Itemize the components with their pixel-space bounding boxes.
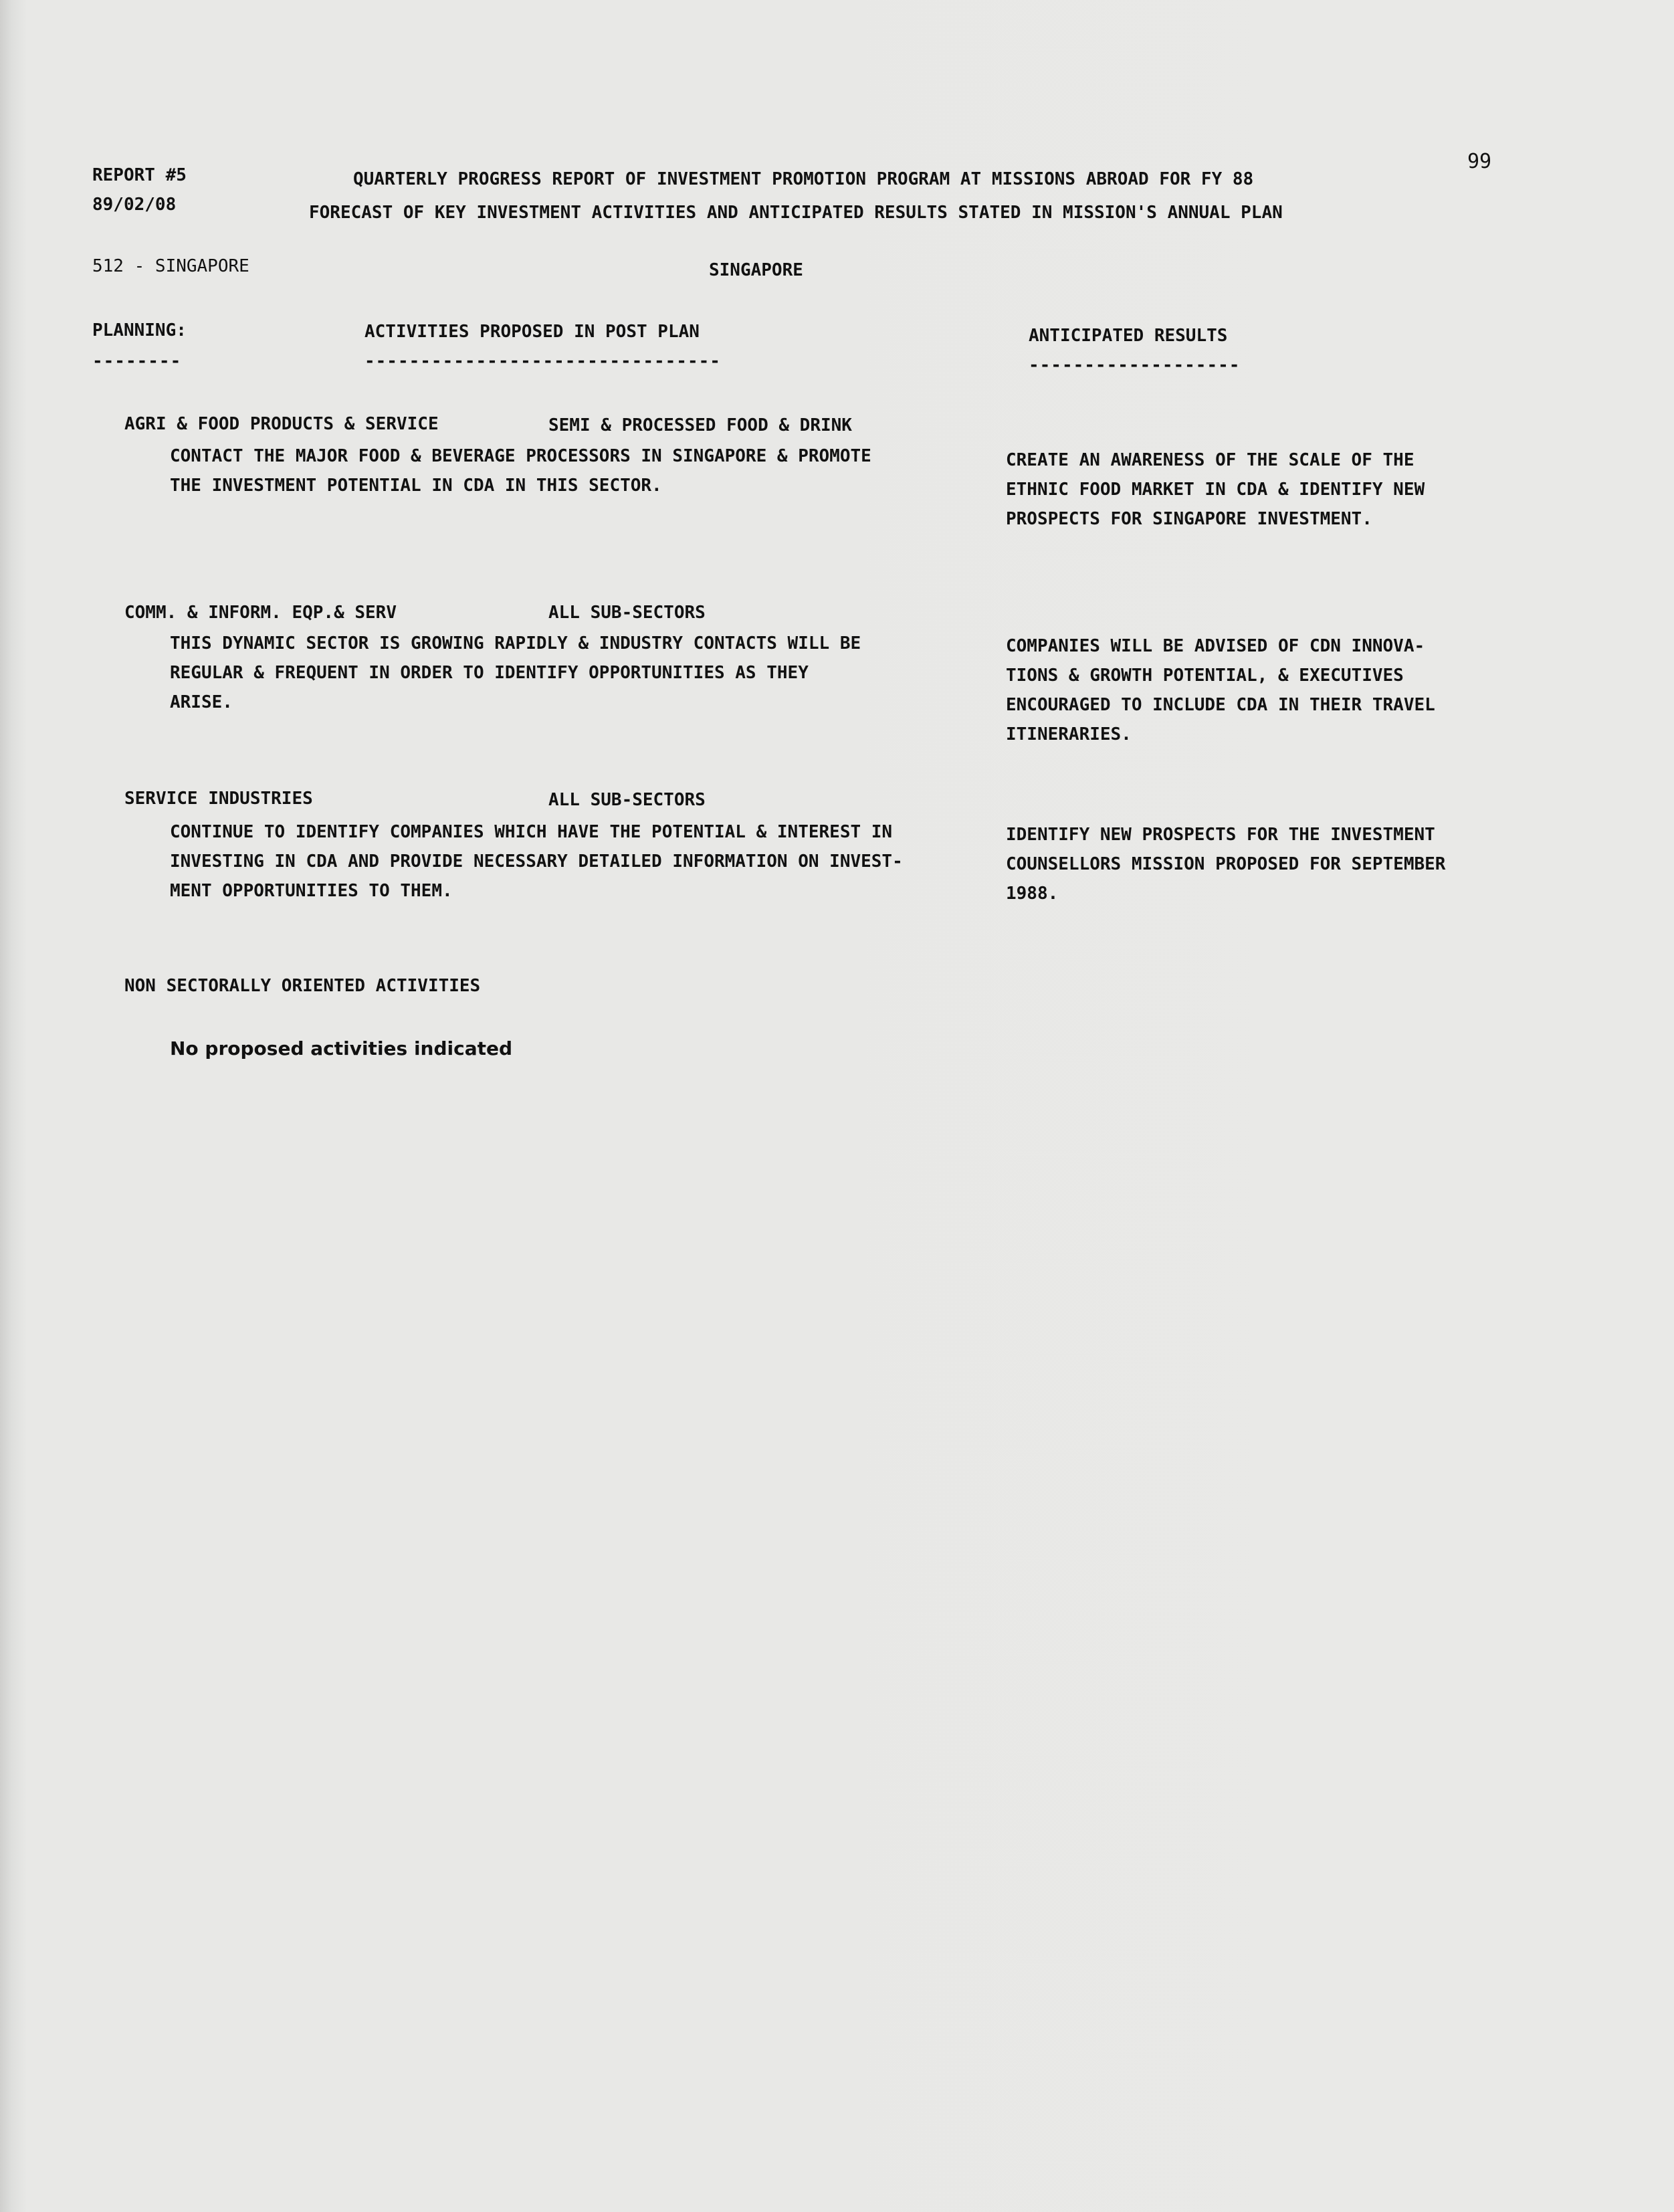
result-text <box>1006 820 1445 908</box>
subsector-name: ALL SUB-SECTORS <box>548 603 706 623</box>
activity-line: CONTINUE TO IDENTIFY COMPANIES WHICH HAVE THE POTENTIAL & INTEREST IN <box>170 822 893 842</box>
planning-heading: PLANNING: <box>92 320 187 340</box>
activity-line: THE INVESTMENT POTENTIAL IN CDA IN THIS SECTOR. <box>170 476 662 496</box>
no-activities-note: No proposed activities indicated <box>170 1037 513 1060</box>
activity-line: REGULAR & FREQUENT IN ORDER TO IDENTIFY OPPORTUNITIES AS THEY <box>170 663 809 683</box>
mission-name: SINGAPORE <box>709 260 803 280</box>
activity-line: ARISE. <box>170 692 233 712</box>
result-line: ENCOURAGED TO INCLUDE CDA IN THEIR TRAVEL <box>1006 695 1435 715</box>
result-line: ETHNIC FOOD MARKET IN CDA & IDENTIFY NEW <box>1006 480 1425 500</box>
report-number: REPORT #5 <box>92 165 187 185</box>
planning-rule: -------- <box>92 351 182 371</box>
non-sectoral-heading: NON SECTORALLY ORIENTED ACTIVITIES <box>124 976 481 996</box>
results-heading: ANTICIPATED RESULTS <box>1029 326 1228 346</box>
report-date: 89/02/08 <box>92 195 177 215</box>
activities-rule: -------------------------------- <box>364 351 721 371</box>
result-line: PROSPECTS FOR SINGAPORE INVESTMENT. <box>1006 509 1372 529</box>
sector-name: COMM. & INFORM. EQP.& SERV <box>124 603 397 623</box>
subsector-name: ALL SUB-SECTORS <box>548 790 706 810</box>
sector-name: SERVICE INDUSTRIES <box>124 789 313 809</box>
activity-line: THIS DYNAMIC SECTOR IS GROWING RAPIDLY & INDUSTRY CONTACTS WILL BE <box>170 633 861 653</box>
result-line: COUNSELLORS MISSION PROPOSED FOR SEPTEMBER <box>1006 854 1446 874</box>
mission-code: 512 - SINGAPORE <box>92 256 249 276</box>
result-text <box>1006 631 1435 749</box>
activities-heading: ACTIVITIES PROPOSED IN POST PLAN <box>364 322 700 342</box>
activity-line: MENT OPPORTUNITIES TO THEM. <box>170 881 453 901</box>
sector-name: AGRI & FOOD PRODUCTS & SERVICE <box>124 414 439 434</box>
activity-text <box>170 817 903 906</box>
page-number: 99 <box>1467 150 1492 173</box>
report-title-line-1: QUARTERLY PROGRESS REPORT OF INVESTMENT PROMOTION PROGRAM AT MISSIONS ABROAD FOR FY 88 <box>353 169 1254 189</box>
activity-text <box>170 629 861 717</box>
result-line: 1988. <box>1006 884 1059 904</box>
results-rule: ------------------- <box>1029 355 1241 375</box>
activity-line: INVESTING IN CDA AND PROVIDE NECESSARY DETAILED INFORMATION ON INVEST- <box>170 851 903 872</box>
subsector-name: SEMI & PROCESSED FOOD & DRINK <box>548 415 852 435</box>
activity-line: CONTACT THE MAJOR FOOD & BEVERAGE PROCESSORS IN SINGAPORE & PROMOTE <box>170 446 871 466</box>
result-line: TIONS & GROWTH POTENTIAL, & EXECUTIVES <box>1006 666 1404 686</box>
result-line: CREATE AN AWARENESS OF THE SCALE OF THE <box>1006 450 1415 470</box>
result-line: COMPANIES WILL BE ADVISED OF CDN INNOVA- <box>1006 636 1425 656</box>
activity-text <box>170 441 871 500</box>
result-line: IDENTIFY NEW PROSPECTS FOR THE INVESTMENT <box>1006 825 1435 845</box>
result-line: ITINERARIES. <box>1006 724 1132 744</box>
result-text <box>1006 445 1425 534</box>
report-title-line-2: FORECAST OF KEY INVESTMENT ACTIVITIES AND ANTICIPATED RESULTS STATED IN MISSION'S ANNUAL PLAN <box>309 203 1283 223</box>
